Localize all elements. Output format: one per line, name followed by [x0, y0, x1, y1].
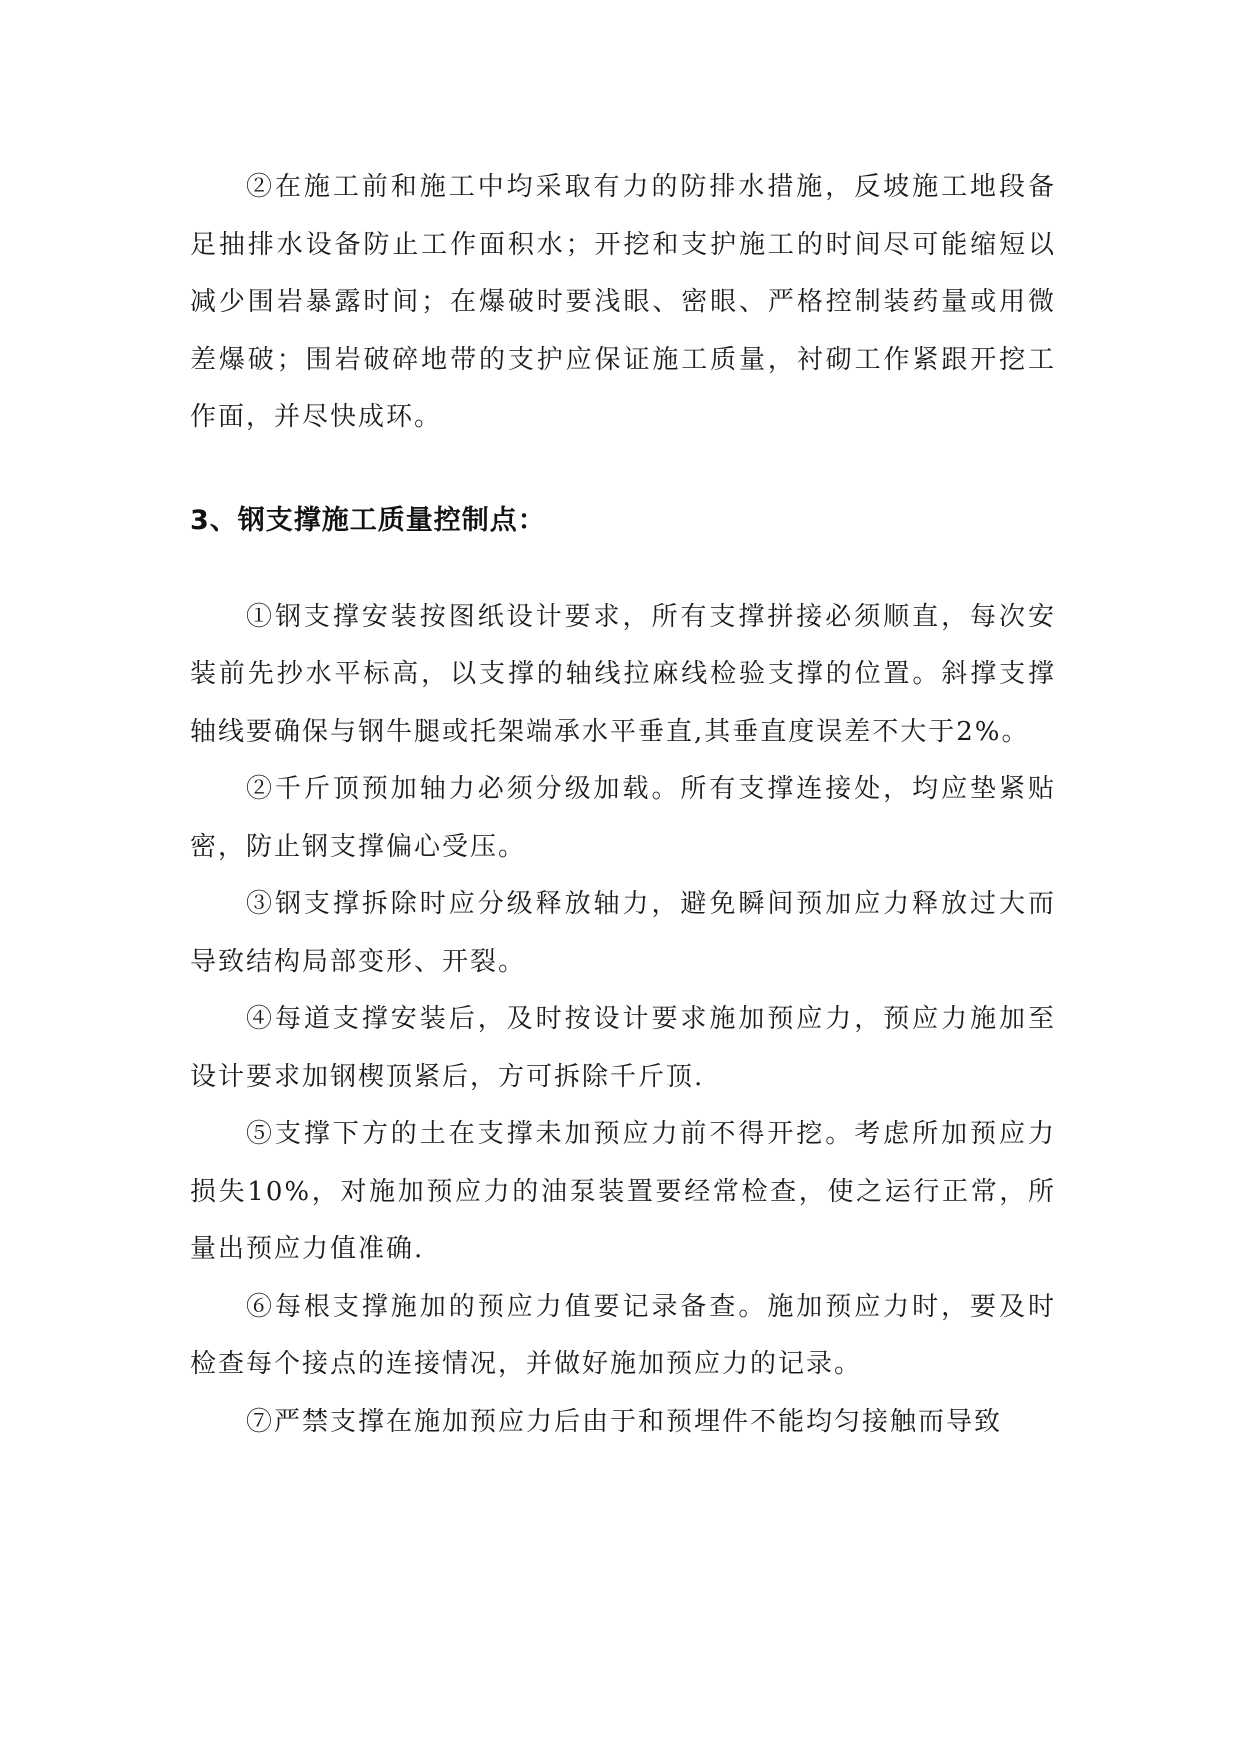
point-6-paragraph: ⑥每根支撑施加的预应力值要记录备查。施加预应力时，要及时检查每个接点的连接情况，并做好施加预应力的记录。: [190, 1291, 1056, 1379]
section-heading: 3、钢支撑施工质量控制点：: [190, 504, 546, 536]
point-4-paragraph: ④每道支撑安装后，及时按设计要求施加预应力，预应力施加至设计要求加钢楔顶紧后，方可拆除千斤顶.: [190, 1004, 1056, 1092]
point-2-paragraph: ②千斤顶预加轴力必须分级加载。所有支撑连接处，均应垫紧贴密，防止钢支撑偏心受压。: [190, 774, 1056, 862]
document-body: [190, 159, 1056, 1451]
point-5-paragraph: ⑤支撑下方的土在支撑未加预应力前不得开挖。考虑所加预应力损失10%，对施加预应力的油泵装置要经常检查，使之运行正常，所量出预应力值准确.: [190, 1119, 1056, 1264]
point-7-paragraph: ⑦严禁支撑在施加预应力后由于和预埋件不能均匀接触而导致: [246, 1406, 1003, 1437]
intro-paragraph: ②在施工前和施工中均采取有力的防排水措施，反坡施工地段备足抽排水设备防止工作面积水；开挖和支护施工的时间尽可能缩短以减少围岩暴露时间；在爆破时要浅眼、密眼、严格控制装药量或用微差爆破；围岩破碎地带的支护应保证施工质量，衬砌工作紧跟开挖工作面，并尽快成环。: [190, 172, 1056, 432]
point-1-paragraph: ①钢支撑安装按图纸设计要求，所有支撑拼接必须顺直，每次安装前先抄水平标高，以支撑的轴线拉麻线检验支撑的位置。斜撑支撑轴线要确保与钢牛腿或托架端承水平垂直,其垂直度误差不大于2%。: [190, 601, 1056, 747]
point-3-paragraph: ③钢支撑拆除时应分级释放轴力，避免瞬间预加应力释放过大而导致结构局部变形、开裂。: [190, 889, 1056, 977]
